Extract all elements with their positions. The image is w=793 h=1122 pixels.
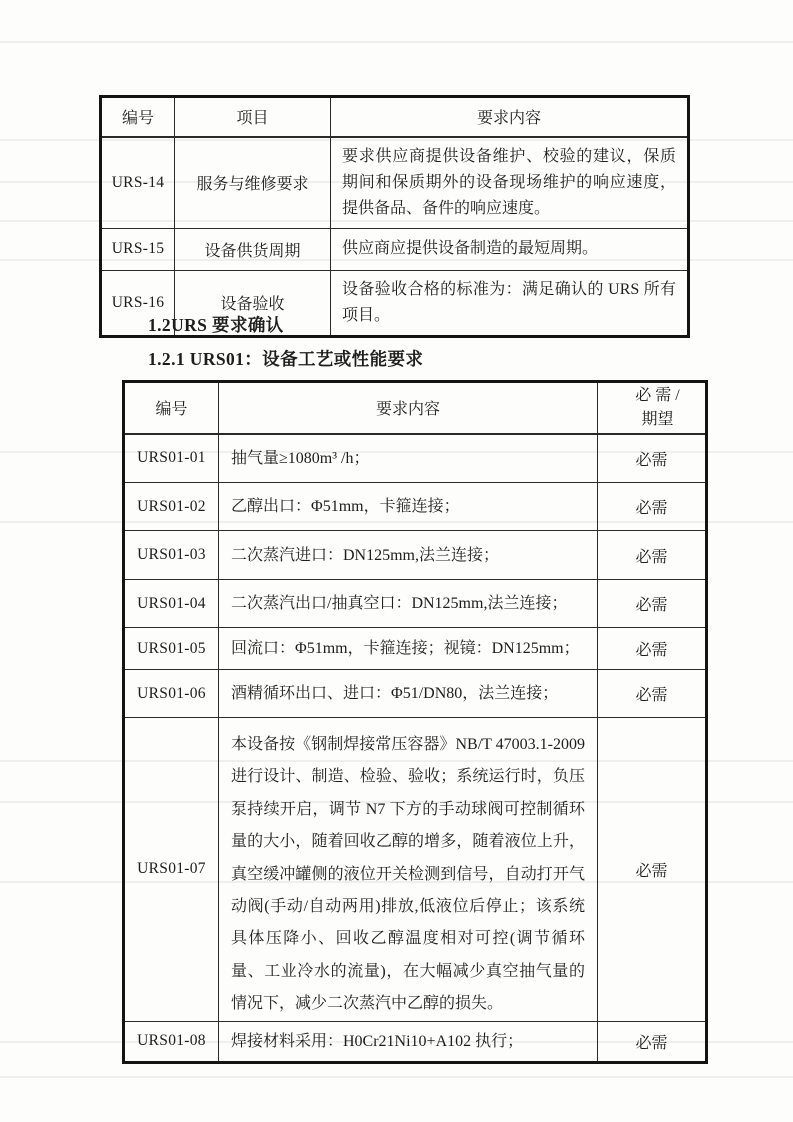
table-row (124, 718, 707, 1022)
cell-content: 二次蒸汽进口：DN125mm,法兰连接； (219, 531, 598, 580)
t2-header-need-line2: 期望 (641, 410, 674, 428)
urs-general-requirements-table (99, 95, 690, 338)
cell-id: URS01-04 (124, 580, 219, 628)
t2-header-need-line1: 必 需 / (635, 386, 680, 404)
cell-id: URS01-05 (124, 628, 219, 670)
cell-id: URS-14 (101, 137, 175, 229)
cell-need: 必需 (598, 580, 707, 628)
cell-id: URS01-06 (124, 670, 219, 718)
table-row (124, 1021, 707, 1062)
cell-id: URS01-03 (124, 531, 219, 580)
cell-content: 酒精循环出口、进口：Φ51/DN80，法兰连接； (219, 670, 598, 718)
cell-content: 供应商应提供设备制造的最短周期。 (331, 228, 689, 270)
table-row (124, 670, 707, 718)
cell-content: 本设备按《钢制焊接常压容器》NB/T 47003.1-2009 进行设计、制造、检验、验收；系统运行时，负压泵持续开启，调节 N7 下方的手动球阀可控制循环量的大小，随着回收乙醇的增多，随着液位上升，真空缓冲罐侧的液位开关检测到信号，自动打开气动阀(手动/自动两用)排放,低液位后停止；该系统具体压降小、回收乙醇温度相对可控(调节循环量、工业冷水的流量)，在大幅减少真空抽气量的情况下，减少二次蒸汽中乙醇的损失。 (219, 718, 598, 1022)
cell-content: 乙醇出口：Φ51mm，卡箍连接； (219, 483, 598, 531)
cell-content: 抽气量≥1080m³ /h； (219, 434, 598, 483)
t1-header-content: 要求内容 (331, 97, 689, 137)
cell-need: 必需 (598, 434, 707, 483)
table-row (101, 228, 689, 270)
cell-id: URS-15 (101, 228, 175, 270)
table-row (124, 580, 707, 628)
cell-need: 必需 (598, 531, 707, 580)
cell-item: 设备供货周期 (175, 228, 331, 270)
t1-header-item: 项目 (175, 97, 331, 137)
t2-header-content: 要求内容 (219, 382, 598, 434)
cell-need: 必需 (598, 718, 707, 1022)
cell-content: 回流口：Φ51mm，卡箍连接；视镜：DN125mm； (219, 628, 598, 670)
cell-id: URS-16 (101, 270, 175, 336)
cell-id: URS01-02 (124, 483, 219, 531)
section-heading: 1.2URS 要求确认 (148, 315, 284, 335)
urs01-requirements-table (122, 380, 708, 1064)
cell-content: 焊接材料采用：H0Cr21Ni10+A102 执行； (219, 1021, 598, 1062)
cell-id: URS01-07 (124, 718, 219, 1022)
cell-content: 要求供应商提供设备维护、校验的建议，保质期间和保质期外的设备现场维护的响应速度，提供备品、备件的响应速度。 (331, 137, 689, 229)
cell-id: URS01-08 (124, 1021, 219, 1062)
subsection-heading: 1.2.1 URS01：设备工艺或性能要求 (148, 349, 424, 369)
table-row (124, 531, 707, 580)
t2-header-need (598, 382, 707, 434)
scan-artifact-line (0, 1076, 793, 1078)
t1-header-number: 编号 (101, 97, 175, 137)
scan-artifact-line (0, 41, 793, 43)
table-row (101, 137, 689, 229)
table-header-row (101, 97, 689, 137)
cell-item: 服务与维修要求 (175, 137, 331, 229)
table-row (124, 434, 707, 483)
table-row (124, 483, 707, 531)
t2-header-number: 编号 (124, 382, 219, 434)
cell-id: URS01-01 (124, 434, 219, 483)
cell-content: 二次蒸汽出口/抽真空口：DN125mm,法兰连接； (219, 580, 598, 628)
table-header-row (124, 382, 707, 434)
cell-content: 设备验收合格的标准为：满足确认的 URS 所有项目。 (331, 270, 689, 336)
cell-need: 必需 (598, 1021, 707, 1062)
cell-item: 设备验收 (175, 270, 331, 336)
table-row (124, 628, 707, 670)
cell-need: 必需 (598, 483, 707, 531)
cell-need: 必需 (598, 670, 707, 718)
cell-need: 必需 (598, 628, 707, 670)
